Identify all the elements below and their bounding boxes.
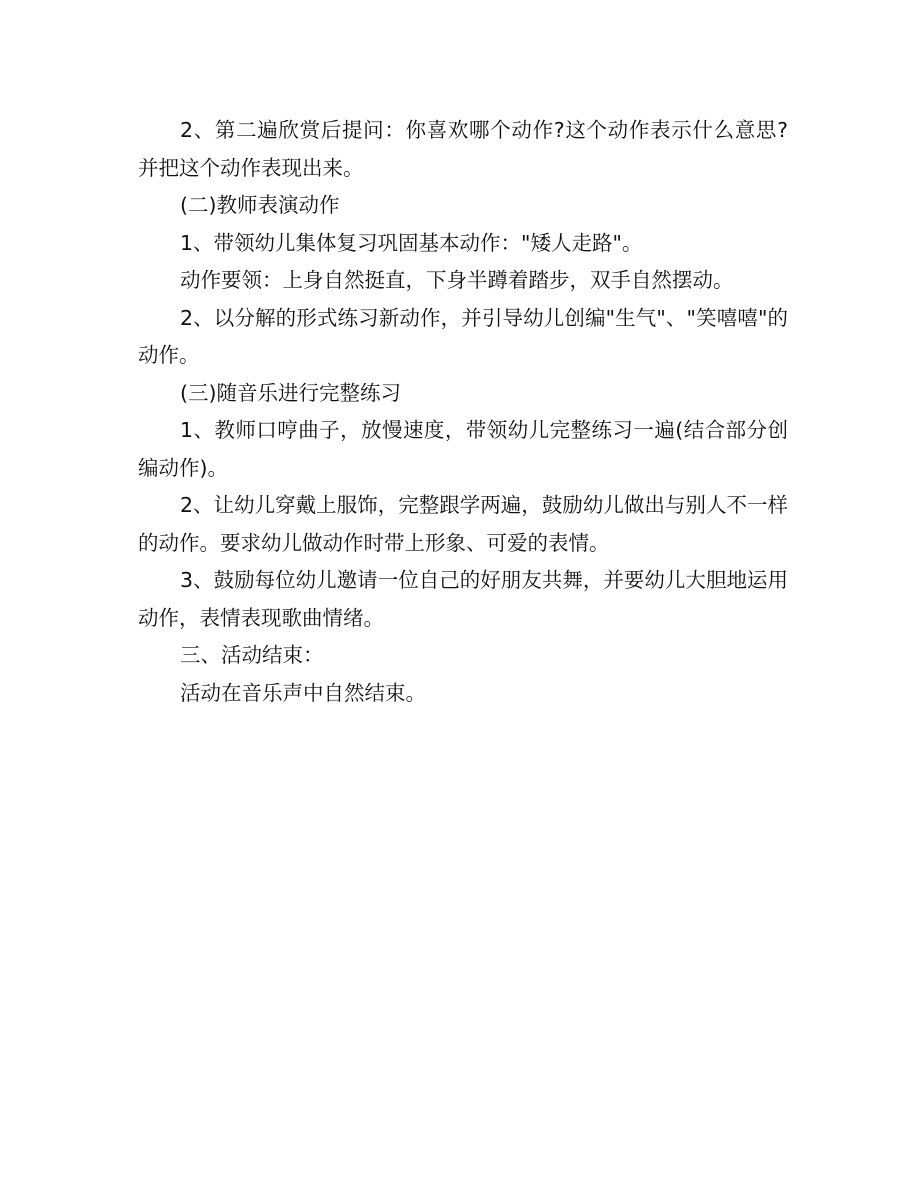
paragraph-humming-practice: 1、教师口哼曲子，放慢速度，带领幼儿完整练习一遍(结合部分创编动作)。	[138, 418, 788, 480]
paragraph-natural-end: 活动在音乐声中自然结束。	[180, 680, 426, 705]
paragraph-question: 2、第二遍欣赏后提问：你喜欢哪个动作?这个动作表示什么意思?并把这个动作表现出来。	[138, 118, 788, 180]
paragraph-move-essentials: 动作要领：上身自然挺直，下身半蹲着踏步，双手自然摆动。	[180, 268, 734, 292]
paragraph-partner-dance: 3、鼓励每位幼儿邀请一位自己的好朋友共舞，并要幼儿大胆地运用动作，表情表现歌曲情绪。	[138, 568, 788, 630]
paragraph-new-moves: 2、以分解的形式练习新动作，并引导幼儿创编"生气"、"笑嘻嘻"的动作。	[138, 305, 788, 367]
paragraph-costume-practice: 2、让幼儿穿戴上服饰，完整跟学两遍，鼓励幼儿做出与别人不一样的动作。要求幼儿做动作时带上形象、可爱的表情。	[138, 493, 788, 555]
document-body	[138, 112, 788, 712]
heading-full-practice: (三)随音乐进行完整练习	[180, 380, 401, 405]
paragraph-review-basic-moves: 1、带领幼儿集体复习巩固基本动作："矮人走路"。	[180, 230, 643, 255]
heading-activity-end: 三、活动结束：	[180, 643, 324, 667]
heading-teacher-performance: (二)教师表演动作	[180, 193, 340, 217]
